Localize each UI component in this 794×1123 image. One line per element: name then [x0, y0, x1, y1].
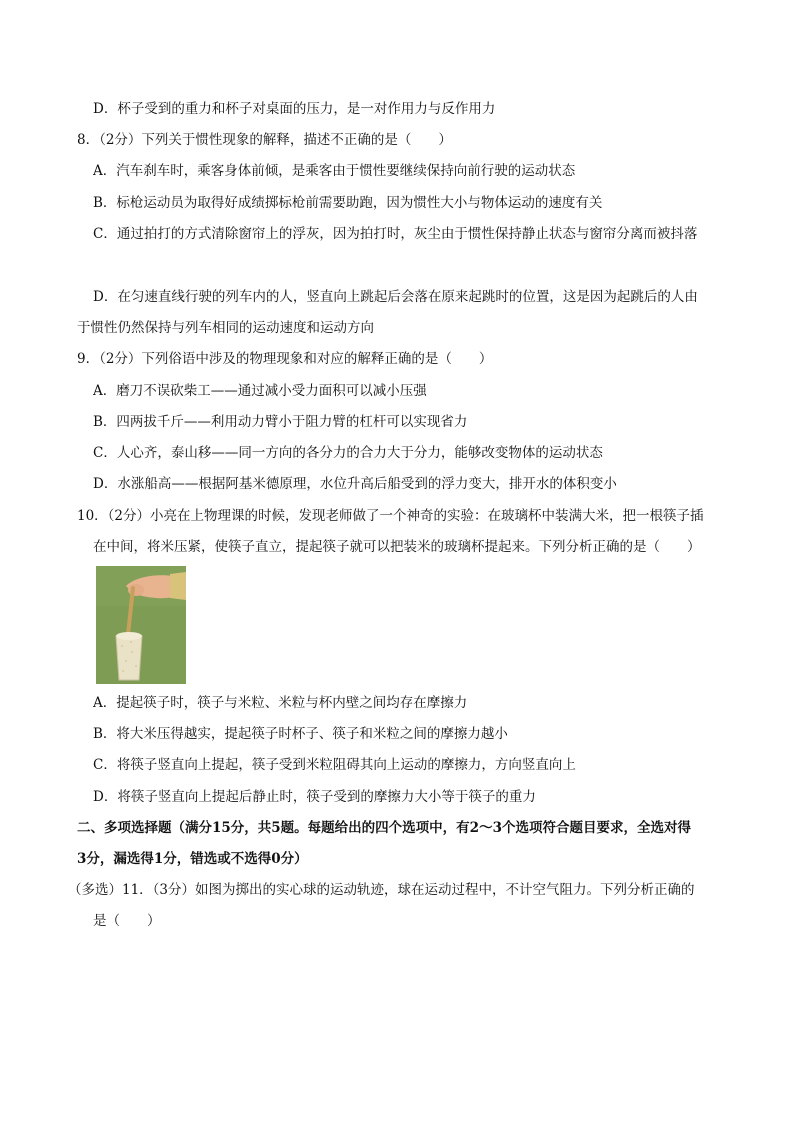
chopstick-rice-cup-photo	[96, 566, 186, 684]
section2-heading-line1: 二、多项选择题（满分15分，共5题。每题给出的四个选项中，有2～3个选项符合题目要求，全选对得	[77, 820, 691, 836]
q8-option-d-line1: D．在匀速直线行驶的列车内的人，竖直向上跳起后会落在原来起跳时的位置，这是因为起跳后的人由	[93, 289, 698, 305]
q10-option-a: A．提起筷子时，筷子与米粒、米粒与杯内壁之间均存在摩擦力	[93, 695, 468, 711]
q8-stem: 8．（2分）下列关于惯性现象的解释，描述不正确的是（ ）	[77, 132, 452, 148]
q10-option-c: C．将筷子竖直向上提起，筷子受到米粒阻碍其向上运动的摩擦力，方向竖直向上	[93, 757, 576, 773]
q11-stem-line2: 是（ ）	[93, 913, 161, 929]
chopstick-rice-cup-illustration	[96, 566, 186, 684]
q9-option-b: B．四两拔千斤——利用动力臂小于阻力臂的杠杆可以实现省力	[93, 414, 468, 430]
q8-option-a: A．汽车刹车时，乘客身体前倾，是乘客由于惯性要继续保持向前行驶的运动状态	[93, 163, 576, 179]
q10-stem-line2: 在中间，将米压紧，使筷子直立，提起筷子就可以把装米的玻璃杯提起来。下列分析正确的是（ ）	[93, 539, 701, 555]
q10-option-b: B．将大米压得越实，提起筷子时杯子、筷子和米粒之间的摩擦力越小	[93, 726, 508, 742]
q8-option-c: C．通过拍打的方式清除窗帘上的浮灰，因为拍打时，灰尘由于惯性保持静止状态与窗帘分离而被抖落	[93, 226, 698, 242]
q10-option-d: D．将筷子竖直向上提起后静止时，筷子受到的摩擦力大小等于筷子的重力	[93, 789, 536, 805]
q7-option-d: D．杯子受到的重力和杯子对桌面的压力，是一对作用力与反作用力	[93, 101, 496, 117]
section2-heading-line2: 3分，漏选得1分，错选或不选得0分）	[77, 851, 308, 867]
q8-option-d-line2: 于惯性仍然保持与列车相同的运动速度和运动方向	[77, 320, 374, 336]
q11-stem-line1: （多选）11．（3分）如图为掷出的实心球的运动轨迹，球在运动过程中，不计空气阻力。下列分析正确的	[68, 882, 695, 898]
q9-option-a: A．磨刀不误砍柴工——通过减小受力面积可以减小压强	[93, 383, 427, 399]
q8-option-b: B．标枪运动员为取得好成绩掷标枪前需要助跑，因为惯性大小与物体运动的速度有关	[93, 195, 603, 211]
q9-stem: 9．（2分）下列俗语中涉及的物理现象和对应的解释正确的是（ ）	[77, 351, 493, 367]
q9-option-c: C．人心齐，泰山移——同一方向的各分力的合力大于分力，能够改变物体的运动状态	[93, 445, 603, 461]
q9-option-d: D．水涨船高——根据阿基米德原理，水位升高后船受到的浮力变大，排开水的体积变小	[93, 476, 617, 492]
q10-stem-line1: 10．（2分）小亮在上物理课的时候，发现老师做了一个神奇的实验：在玻璃杯中装满大米，把一根筷子插	[77, 508, 704, 524]
